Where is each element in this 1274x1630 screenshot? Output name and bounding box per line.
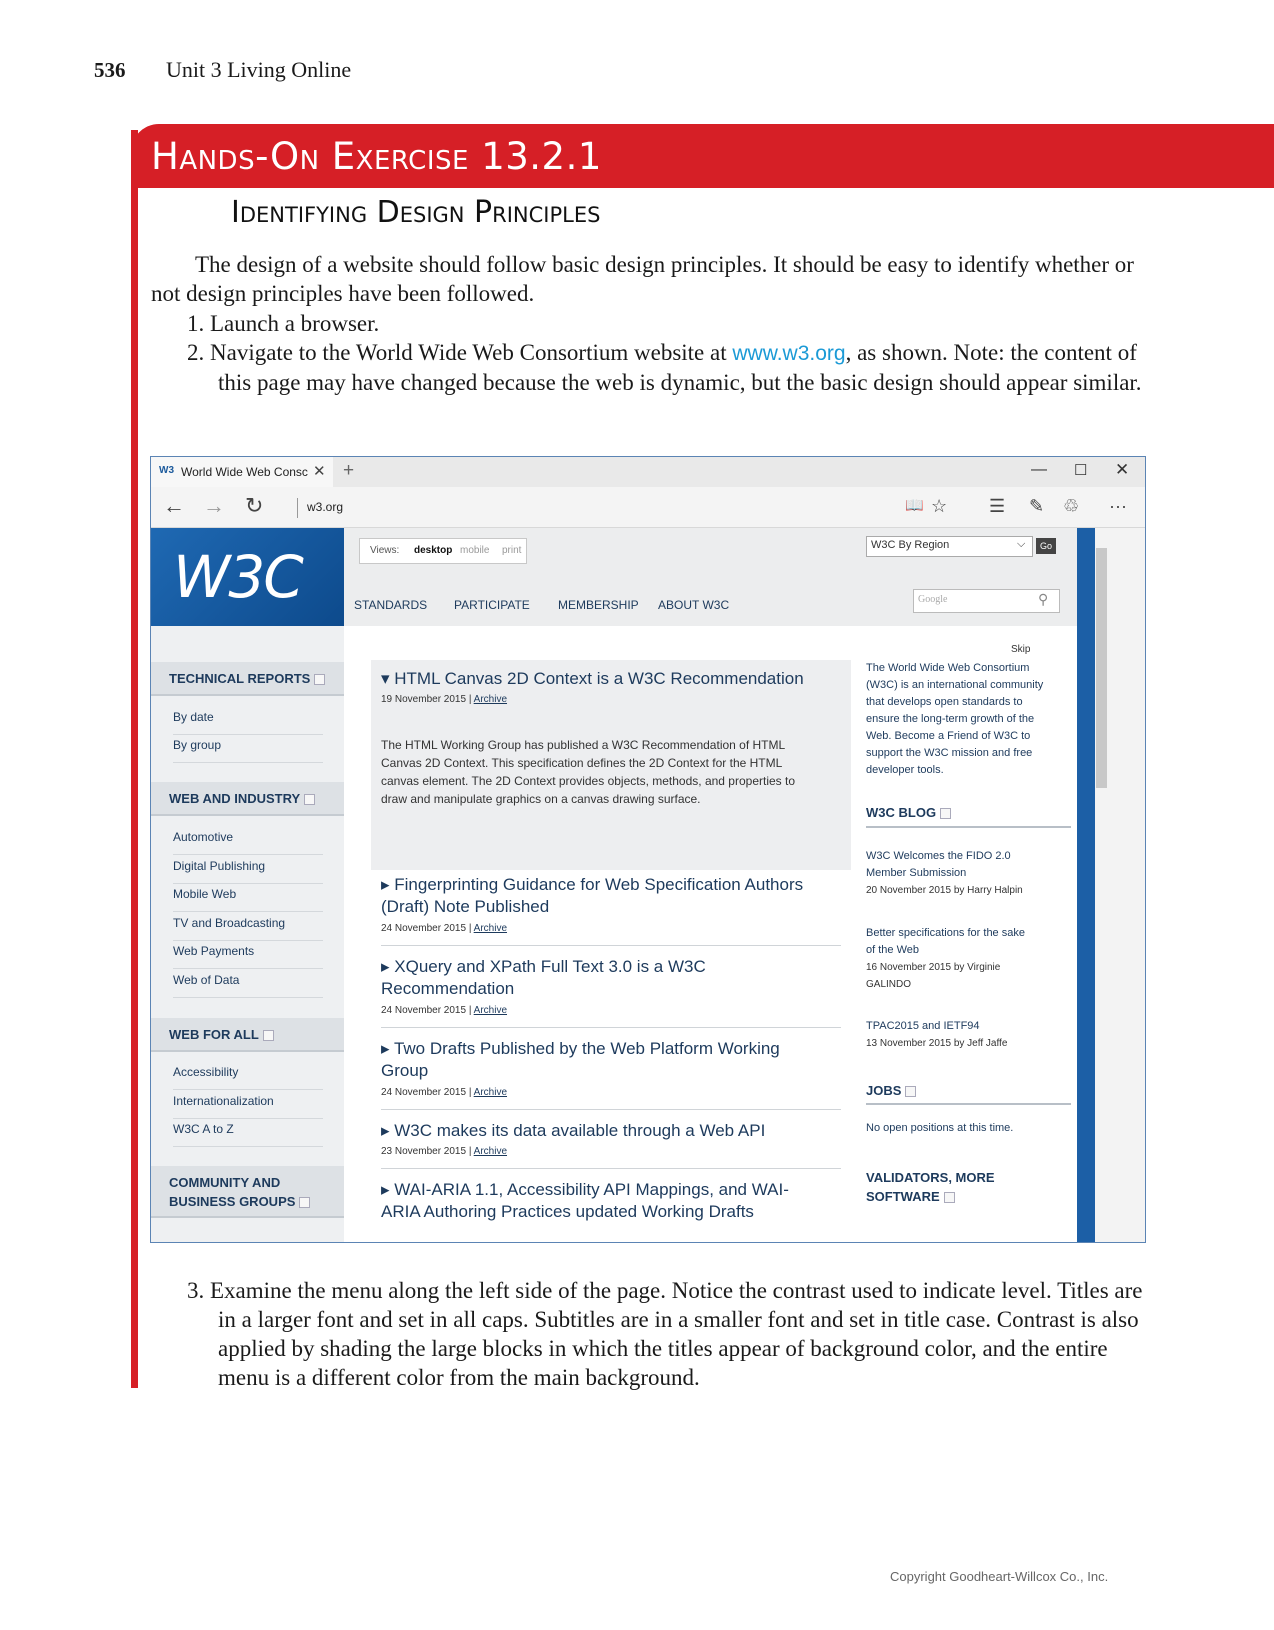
nav-standards[interactable]: STANDARDS <box>354 598 428 612</box>
about-line: ensure the long-term growth of the <box>866 713 1035 725</box>
tab-title: World Wide Web Consc <box>181 465 308 479</box>
menu-section-web-for-all[interactable] <box>151 1018 344 1052</box>
w3c-favicon-icon: W3 <box>159 465 174 476</box>
unit-label: Unit 3 Living Online <box>166 57 352 82</box>
archive-link[interactable]: Archive <box>473 694 508 705</box>
news-title[interactable] <box>381 874 841 918</box>
maximize-icon[interactable]: ☐ <box>1074 462 1088 479</box>
w3c-logo[interactable] <box>151 528 344 626</box>
menu-item-tv-broadcasting[interactable]: TV and Broadcasting <box>173 916 323 941</box>
menu-section-technical-reports[interactable] <box>151 662 344 696</box>
collapse-icon <box>940 808 951 819</box>
reading-view-icon[interactable]: 📖 <box>905 497 924 514</box>
validators-heading-line1: VALIDATORS, MORE <box>866 1170 995 1185</box>
step-2-post: , as shown. Note: the content of this page may have changed because the web is dynamic, but the basic design should appear similar. <box>218 340 1142 395</box>
exercise-banner-title: Hands-On Exercise 13.2.1 <box>151 135 602 178</box>
blog-heading[interactable] <box>866 805 951 820</box>
news-title-line1: ▸ Fingerprinting Guidance for Web Specification Authors <box>381 875 804 894</box>
view-desktop-link[interactable]: desktop <box>414 545 453 556</box>
menu-item-web-payments[interactable]: Web Payments <box>173 944 323 969</box>
tab-bar <box>151 457 1145 487</box>
address-separator <box>297 498 298 518</box>
share-icon[interactable]: ♲ <box>1063 496 1080 516</box>
archive-link[interactable]: Archive <box>473 1146 508 1157</box>
menu-section-title-line1: COMMUNITY AND <box>169 1175 281 1190</box>
about-line: The World Wide Web Consortium <box>866 662 1030 674</box>
news-divider <box>381 1109 841 1110</box>
news-date <box>381 1005 507 1016</box>
menu-item-web-of-data[interactable]: Web of Data <box>173 973 323 998</box>
refresh-icon[interactable]: ↻ <box>245 493 264 518</box>
news-title-line2: Recommendation <box>381 979 515 998</box>
archive-link[interactable]: Archive <box>473 1005 508 1016</box>
news-title[interactable] <box>381 956 841 1000</box>
page-number: 536 <box>94 58 126 82</box>
exercise-margin-bar <box>131 130 138 1388</box>
region-go-button[interactable]: Go <box>1036 538 1056 554</box>
region-select[interactable] <box>866 536 1033 557</box>
menu-item-internationalization[interactable]: Internationalization <box>173 1094 323 1119</box>
view-print-link[interactable]: print <box>502 545 522 556</box>
validators-heading-line2: SOFTWARE <box>866 1189 940 1204</box>
step-2-pre: 2. Navigate to the World Wide Web Consortium website at <box>187 340 733 365</box>
nav-membership[interactable]: MEMBERSHIP <box>558 598 639 612</box>
news-date <box>381 923 507 934</box>
menu-section-community-groups[interactable] <box>151 1166 344 1218</box>
news-title[interactable]: ▸ W3C makes its data available through a Web API <box>381 1121 766 1140</box>
minimize-icon[interactable]: — <box>1031 461 1047 478</box>
w3c-page <box>151 528 1145 1242</box>
blog-post[interactable] <box>866 1018 1071 1052</box>
views-label: Views: <box>370 545 400 556</box>
news-date-text: 19 November 2015 | <box>381 694 474 705</box>
news-date-text: 24 November 2015 | <box>381 1005 474 1016</box>
url-field[interactable]: w3.org <box>307 500 344 514</box>
site-search-input[interactable] <box>913 589 1060 613</box>
blog-divider <box>866 826 1071 828</box>
news-summary: The HTML Working Group has published a W3C Recommendation of HTML Canvas 2D Context. This specification defines the 2D Context for the HTML canvas element. The 2D Context provides objects, methods, and properties to draw and manipulate graphics on a canvas drawing surface. <box>381 738 796 806</box>
collapse-icon <box>263 1030 274 1041</box>
news-date <box>381 1087 507 1098</box>
blog-post-title: of the Web <box>866 944 919 956</box>
menu-item-mobile-web[interactable]: Mobile Web <box>173 887 323 912</box>
chevron-down-icon: ⌵ <box>1017 538 1026 550</box>
browser-tab[interactable] <box>151 457 333 487</box>
back-arrow-icon[interactable]: ← <box>163 493 185 518</box>
more-menu-icon[interactable]: ··· <box>1109 496 1127 516</box>
menu-item-by-group[interactable]: By group <box>173 738 323 763</box>
new-tab-icon[interactable]: + <box>343 460 355 481</box>
skip-link[interactable]: Skip <box>1011 644 1031 655</box>
news-date <box>381 1146 507 1157</box>
about-line: Web. Become a Friend of W3C to <box>866 730 1031 742</box>
w3c-logo-text: W3C <box>173 543 302 611</box>
search-icon[interactable]: ⚲ <box>1038 591 1049 607</box>
forward-arrow-icon[interactable]: → <box>203 493 225 518</box>
menu-section-title: TECHNICAL REPORTS <box>169 671 311 686</box>
news-date-text: 24 November 2015 | <box>381 923 474 934</box>
collapse-icon <box>304 794 315 805</box>
nav-participate[interactable]: PARTICIPATE <box>454 598 530 612</box>
window-close-icon[interactable]: ✕ <box>1115 460 1130 479</box>
nav-about-w3c[interactable]: ABOUT W3C <box>658 598 730 612</box>
news-divider <box>381 945 841 946</box>
news-title-line1: ▸ WAI-ARIA 1.1, Accessibility API Mappings, and WAI- <box>381 1180 789 1199</box>
browser-screenshot <box>150 456 1146 1243</box>
step-2 <box>187 338 1158 397</box>
news-divider <box>381 1027 841 1028</box>
blog-post-title: Member Submission <box>866 867 967 879</box>
exercise-title: Identifying Design Principles <box>231 195 601 230</box>
menu-section-title: WEB AND INDUSTRY <box>169 791 301 806</box>
about-w3c-text <box>866 660 1071 779</box>
step-1: 1. Launch a browser. <box>187 311 380 336</box>
news-date-text: 24 November 2015 | <box>381 1087 474 1098</box>
jobs-text: No open positions at this time. <box>866 1122 1014 1134</box>
menu-item-automotive[interactable]: Automotive <box>173 830 323 855</box>
menu-section-web-and-industry[interactable] <box>151 782 344 816</box>
jobs-divider <box>866 1103 1071 1105</box>
blog-heading-text: W3C BLOG <box>866 805 937 820</box>
jobs-heading-text: JOBS <box>866 1083 902 1098</box>
address-bar <box>151 487 1145 528</box>
blog-post[interactable] <box>866 925 1071 993</box>
news-title[interactable] <box>381 1179 851 1223</box>
menu-section-title-line2: BUSINESS GROUPS <box>169 1194 296 1209</box>
collapse-icon <box>314 674 325 685</box>
menu-item-accessibility[interactable]: Accessibility <box>173 1065 323 1090</box>
hub-icon[interactable]: ☰ <box>989 496 1006 516</box>
collapse-icon <box>299 1197 310 1208</box>
news-date-text: 23 November 2015 | <box>381 1146 474 1157</box>
about-line: that develops open standards to <box>866 696 1023 708</box>
menu-item-digital-publishing[interactable]: Digital Publishing <box>173 859 323 884</box>
jobs-heading[interactable] <box>866 1083 916 1098</box>
news-title-line2: ARIA Authoring Practices updated Working Drafts <box>381 1202 754 1221</box>
copyright-notice: Copyright Goodheart-Willcox Co., Inc. <box>890 1569 1109 1584</box>
news-title-line2: (Draft) Note Published <box>381 897 550 916</box>
news-title-line2: Group <box>381 1061 429 1080</box>
news-date <box>381 694 507 705</box>
view-mobile-link[interactable]: mobile <box>460 545 490 556</box>
page-accent-bar <box>1077 528 1095 1242</box>
menu-item-by-date[interactable]: By date <box>173 710 323 735</box>
scroll-thumb[interactable] <box>1096 548 1107 788</box>
about-line: (W3C) is an international community <box>866 679 1044 691</box>
tab-close-icon[interactable]: ✕ <box>313 463 326 480</box>
menu-item-w3c-a-to-z[interactable]: W3C A to Z <box>173 1122 323 1147</box>
validators-heading[interactable] <box>866 1168 995 1206</box>
w3c-link[interactable]: www.w3.org <box>732 342 846 365</box>
news-title-line1: ▸ Two Drafts Published by the Web Platform Working <box>381 1039 780 1058</box>
intro-paragraph: The design of a website should follow basic design principles. It should be easy to identify whether or not design principles have been followed. <box>151 252 1134 306</box>
news-title[interactable] <box>381 1038 841 1082</box>
web-note-icon[interactable]: ✎ <box>1029 496 1045 516</box>
collapse-icon <box>944 1192 955 1203</box>
blog-post[interactable] <box>866 848 1071 899</box>
favorite-star-icon[interactable]: ☆ <box>931 496 948 516</box>
news-divider <box>381 1168 841 1169</box>
blog-post-meta: 16 November 2015 by Virginie <box>866 962 1001 973</box>
menu-section-title: WEB FOR ALL <box>169 1027 259 1042</box>
step-3: 3. Examine the menu along the left side of the page. Notice the contrast used to indicate level. Titles are in a larger font and set in all caps. Subtitles are in a smaller font and set in title case. Contrast is also applied by shading the large blocks in which the titles appear of background color, and the entire menu is a different color from the main background. <box>187 1278 1143 1390</box>
about-line: developer tools. <box>866 764 944 776</box>
views-switcher <box>359 538 527 564</box>
news-title[interactable]: ▾ HTML Canvas 2D Context is a W3C Recommendation <box>381 669 804 688</box>
blog-post-meta: 20 November 2015 by Harry Halpin <box>866 885 1023 896</box>
blog-post-meta: 13 November 2015 by Jeff Jaffe <box>866 1038 1008 1049</box>
blog-post-title: W3C Welcomes the FIDO 2.0 <box>866 850 1011 862</box>
region-select-value: W3C By Region <box>871 539 950 551</box>
blog-post-title: Better specifications for the sake <box>866 927 1025 939</box>
blog-post-title: TPAC2015 and IETF94 <box>866 1020 980 1032</box>
archive-link[interactable]: Archive <box>473 923 508 934</box>
collapse-icon <box>905 1086 916 1097</box>
archive-link[interactable]: Archive <box>473 1087 508 1098</box>
about-line: support the W3C mission and free <box>866 747 1033 759</box>
news-title-line1: ▸ XQuery and XPath Full Text 3.0 is a W3C <box>381 957 706 976</box>
blog-post-meta: GALINDO <box>866 979 912 990</box>
search-placeholder: Google <box>918 594 948 605</box>
